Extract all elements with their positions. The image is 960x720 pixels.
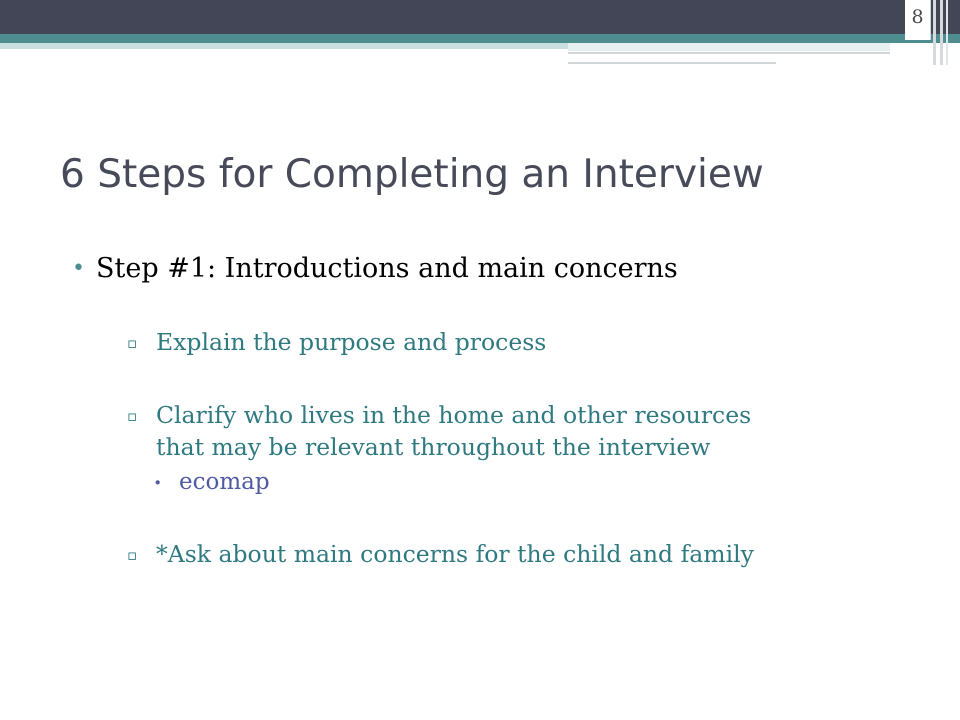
- header-teal-band: [0, 34, 960, 43]
- header-accent-shade: [568, 43, 890, 51]
- bullet-step-1: [72, 246, 932, 292]
- bullet-dot-icon: •: [72, 256, 85, 281]
- sub-bullet-text: *Ask about main concerns for the child and family: [156, 540, 754, 568]
- sub-bullet-text-line-1: Clarify who lives in the home and other resources: [156, 401, 752, 429]
- bullet-text: Step #1: Introductions and main concerns: [96, 253, 678, 284]
- square-bullet-icon: ▫: [127, 546, 138, 564]
- header-accent-line: [568, 62, 776, 64]
- sub-sub-bullet-ecomap: [154, 466, 932, 498]
- sub-bullet-text-line-2: that may be relevant throughout the interview: [156, 433, 711, 461]
- header-light-band: [0, 43, 570, 49]
- sub-bullet-clarify: [127, 399, 932, 463]
- sub-bullet-explain: [127, 326, 932, 358]
- sub-sub-bullet-text: ecomap: [179, 469, 270, 495]
- sub-bullet-ask: [127, 538, 932, 570]
- header-accent-line: [568, 52, 890, 54]
- slide-title: 6 Steps for Completing an Interview: [60, 152, 764, 197]
- header-vertical-rule: [946, 0, 948, 65]
- header-vertical-rule: [940, 0, 943, 65]
- header-dark-band: [0, 0, 960, 34]
- dot-bullet-icon: ∙: [154, 473, 162, 491]
- header-vertical-rule: [933, 0, 936, 65]
- sub-bullet-text: Explain the purpose and process: [156, 328, 547, 356]
- square-bullet-icon: ▫: [127, 334, 138, 352]
- bullet-list: [72, 246, 932, 570]
- slide-number: 8: [911, 6, 924, 28]
- square-bullet-icon: ▫: [127, 407, 138, 425]
